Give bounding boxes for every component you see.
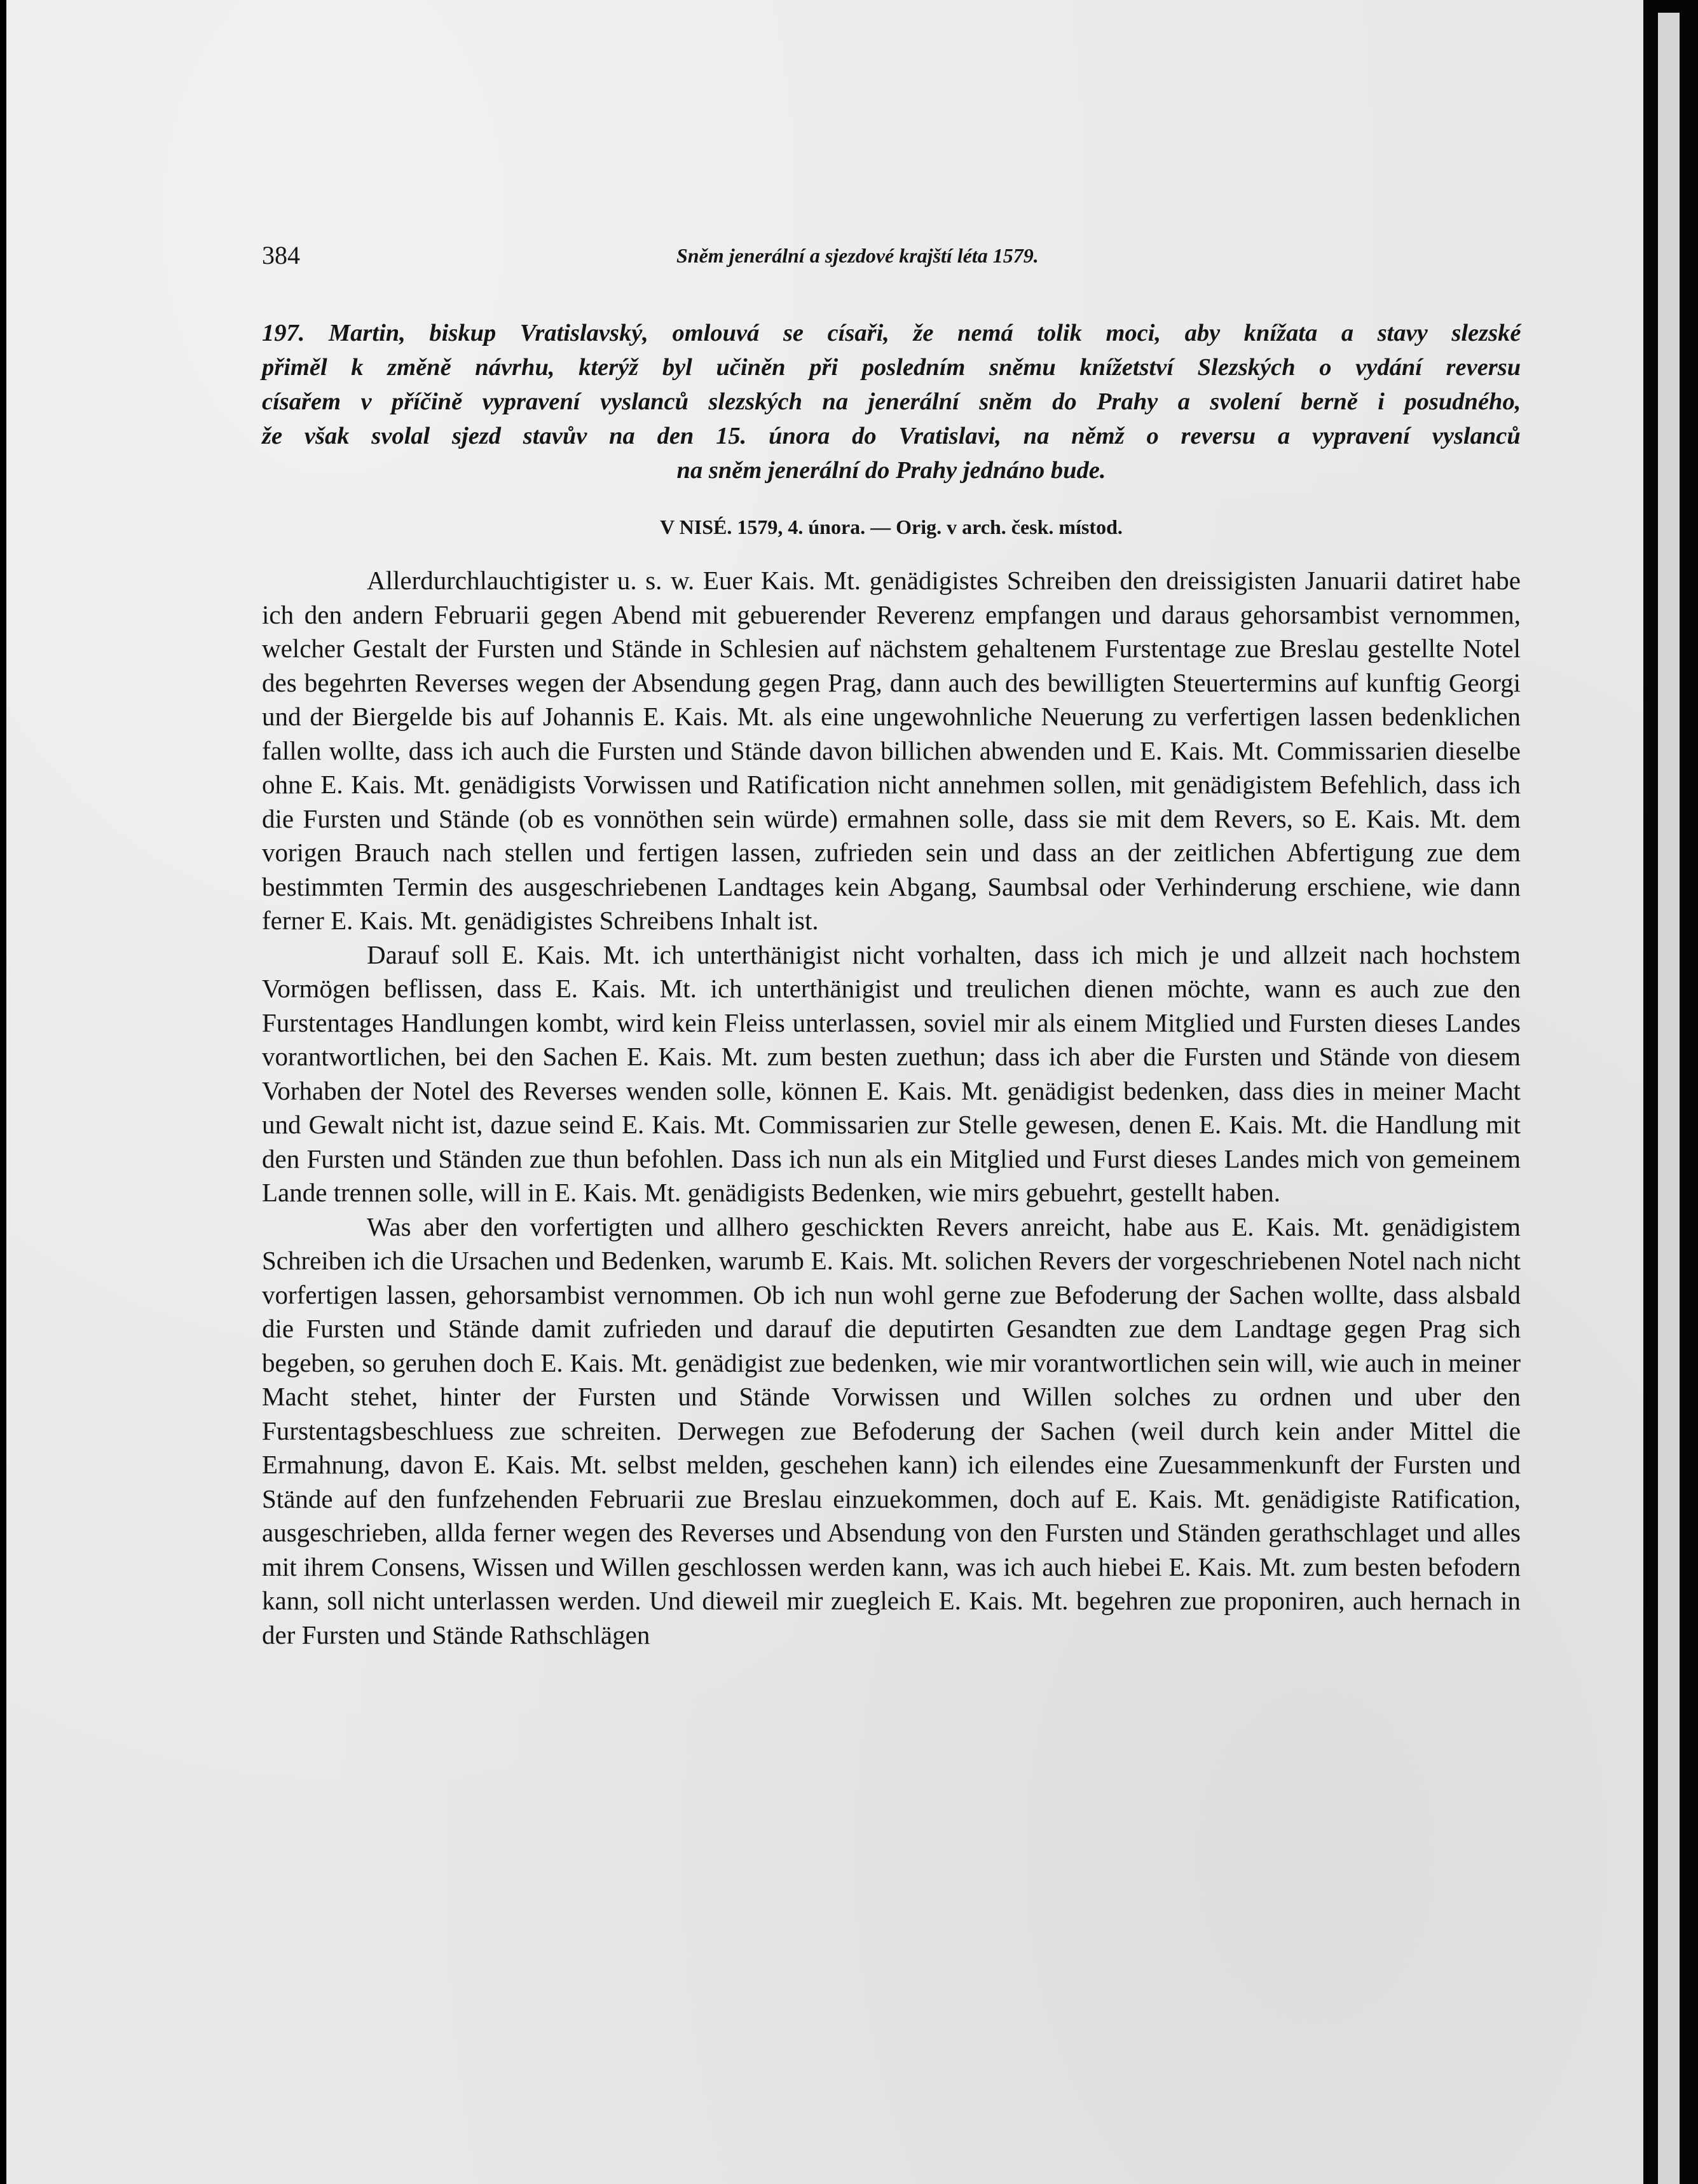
heading-line: 197. Martin, biskup Vratislavský, omlouvá se císaři, že nemá tolik moci, aby knížata a stavy slezské	[262, 320, 1521, 346]
heading-line: přiměl k změně návrhu, kterýž byl učiněn při posledním sněmu knížetství Slezských o vydání reversu	[262, 354, 1521, 381]
running-title: Sněm jenerální a sjezdové krajští léta 1579.	[676, 244, 1039, 267]
body-paragraph: Was aber den vorfertigten und allhero geschickten Revers anreicht, habe aus E. Kais. Mt. genädigistem Schreiben ich die Ursachen und Bedenken, warumb E. Kais. Mt. solichen Revers der vorgeschriebenen Notel nach nicht vorfertigen lassen, gehorsambist vernommen. Ob ich nun wohl gerne zue Befoderung der Sachen wollte, dass alsbald die Fursten und Stände damit zufrieden und darauf die deputirten Gesandten zue dem Landtage gegen Prag sich begeben, so geruhen doch E. Kais. Mt. genädigist zue bedenken, wie mir vorantwortlichen sein will, wie auch in meiner Macht stehet, hinter der Fursten und Stände Vorwissen und Willen solches zu ordnen und uber den Furstentagsbeschluess zue schreiten. Derwegen zue Befoderung der Sachen (weil durch kein ander Mittel die Ermahnung, davon E. Kais. Mt. selbst melden, geschehen kann) ich eilendes eine Zuesammenkunft der Fursten und Stände auf den funfzehenden Februarii zue Breslau einzuekommen, doch auf E. Kais. Mt. genädigiste Ratification, ausgeschrieben, allda ferner wegen des Reverses und Absendung von den Fursten und Ständen gerathschlaget und alles mit ihrem Consens, Wissen und Willen geschlossen werden kann, was ich auch hiebei E. Kais. Mt. zum besten befodern kann, soll nicht unterlassen werden. Und dieweil mir zuegleich E. Kais. Mt. begehren zue proponiren, auch hernach in der Fursten und Stände Rathschlägen	[262, 1211, 1521, 1649]
body-paragraph: Darauf soll E. Kais. Mt. ich unterthänigist nicht vorhalten, dass ich mich je und allzeit nach hochstem Vormögen beflissen, dass E. Kais. Mt. ich unterthänigist und treulichen dienen möchte, wann es auch zue den Furstentages Handlungen kombt, wird kein Fleiss unterlassen, soviel mir als einem Mitglied und Fursten dieses Landes vorantwortlichen, bei den Sachen E. Kais. Mt. zum besten zuethun; dass ich aber die Fursten und Stände von diesem Vorhaben der Notel des Reverses wenden solle, können E. Kais. Mt. genädigist bedenken, dass dies in meiner Macht und Gewalt nicht ist, dazue seind E. Kais. Mt. Commissarien zur Stelle gewesen, denen E. Kais. Mt. die Handlung mit den Fursten und Ständen zue thun befohlen. Dass ich nun als ein Mitglied und Furst dieses Landes mich von gemeinem Lande trennen solle, will in E. Kais. Mt. genädigists Bedenken, wie mirs gebuehrt, gestellt haben.	[262, 939, 1521, 1207]
heading-line: na sněm jenerální do Prahy jednáno bude.	[676, 457, 1106, 484]
letter-body	[262, 564, 1521, 1652]
body-paragraph: Allerdurchlauchtigister u. s. w. Euer Kais. Mt. genädigistes Schreiben den dreissigisten Januarii datiret habe ich den andern Februarii gegen Abend mit gebuerender Reverenz empfangen und daraus gehorsambist vernommen, welcher Gestalt der Fursten und Stände in Schlesien auf nächstem gehaltenem Furstentage zue Breslau gestellte Notel des begehrten Reverses wegen der Absendung gegen Prag, dann auch des bewilligten Steuertermins auf kunftig Georgi und der Biergelde bis auf Johannis E. Kais. Mt. als eine ungewohnliche Neuerung zu verfertigen lassen bedenklichen fallen wollte, dass ich auch die Fursten und Stände davon billichen abwenden und E. Kais. Mt. Commissarien dieselbe ohne E. Kais. Mt. genädigists Vorwissen und Ratification nicht annehmen sollen, mit genädigistem Befehlich, dass ich die Fursten und Stände (ob es vonnöthen sein würde) ermahnen solle, dass sie mit dem Revers, so E. Kais. Mt. dem vorigen Brauch nach stellen und fertigen lassen, zufrieden sein und dass an der zeitlichen Abfertigung zue dem bestimmten Termin des ausgeschriebenen Landtages kein Abgang, Saumbsal oder Verhinderung erschiene, wie dann ferner E. Kais. Mt. genädigistes Schreibens Inhalt ist.	[262, 566, 1521, 935]
adjacent-page-edge	[1658, 13, 1680, 2184]
page-number: 384	[262, 241, 300, 270]
document-heading	[262, 316, 1521, 488]
heading-line: že však svolal sjezd stavův na den 15. února do Vratislavi, na němž o reversu a vypravení vyslanců	[262, 423, 1521, 449]
page-header	[262, 236, 1521, 275]
heading-line: císařem v příčině vypravení vyslanců slezských na jenerální sněm do Prahy a svolení berně i posudného,	[262, 388, 1521, 415]
source-line: V NISÉ. 1579, 4. února. — Orig. v arch. česk. místod.	[660, 515, 1123, 538]
